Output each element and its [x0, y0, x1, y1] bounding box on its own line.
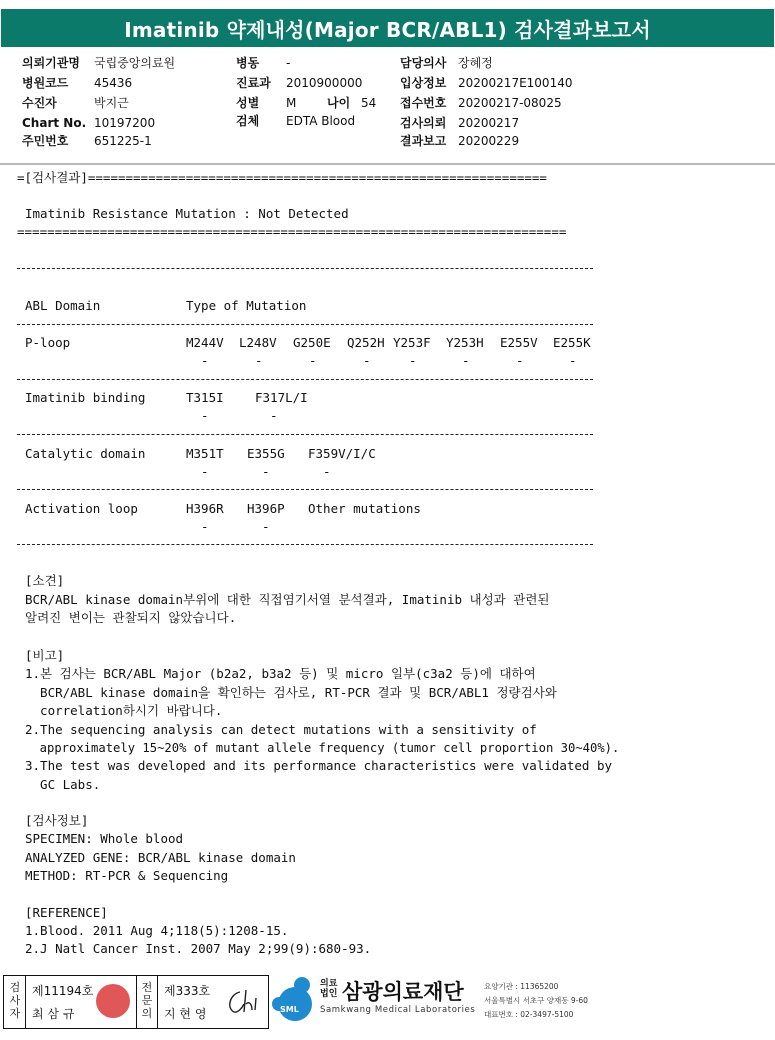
org-name: 삼광의료재단 — [342, 980, 464, 1004]
remarks-line: 3.The test was developed and its performance characteristics were validated by — [25, 758, 612, 773]
examiner-name: 최 삼 규 — [32, 1007, 75, 1021]
mutation-result: - — [255, 353, 263, 368]
info-chart-no: Chart No. 10197200 — [22, 116, 156, 130]
reference-line: 2.J Natl Cancer Inst. 2007 May 2;99(9):680-93. — [25, 941, 372, 956]
mutation-result: - — [262, 464, 270, 479]
mutation-result: - — [270, 408, 278, 423]
test-info-line: METHOD: RT-PCR & Sequencing — [25, 868, 229, 883]
result-summary: Imatinib Resistance Mutation : Not Detected — [25, 206, 349, 221]
table-header-domain: ABL Domain — [25, 298, 101, 313]
reference-heading: [REFERENCE] — [25, 905, 108, 920]
remarks-line: approximately 15~20% of mutant allele frequency (tumor cell proportion 30~40%). — [25, 741, 620, 755]
specialist-license: 제333호 — [164, 984, 211, 998]
mutation-name: Y253F — [393, 335, 431, 350]
remarks-line: BCR/ABL kinase domain을 확인하는 검사로, RT-PCR 결과 및 BCR/ABL1 정량검사와 — [25, 685, 557, 700]
info-resident-no: 주민번호 651225-1 — [22, 134, 152, 148]
seal-stamp-icon — [96, 984, 130, 1018]
table-divider — [17, 324, 593, 325]
domain-catalytic: Catalytic domain — [25, 446, 146, 461]
test-info-line: ANALYZED GENE: BCR/ABL kinase domain — [25, 850, 296, 865]
mutation-name: H396R — [186, 501, 224, 516]
mutation-result: - — [569, 353, 577, 368]
mutation-name: M244V — [186, 335, 224, 350]
mutation-name: L248V — [239, 335, 277, 350]
test-info-heading: [검사정보] — [25, 813, 89, 828]
domain-activation-loop: Activation loop — [25, 501, 138, 516]
remarks-line: 1.본 검사는 BCR/ABL Major (b2a2, b3a2 등) 및 micro 일부(c3a2 등)에 대하여 — [25, 666, 536, 681]
org-type: 의료 법인 — [320, 979, 338, 999]
signature-box — [3, 975, 269, 1029]
mutation-name: M351T — [186, 446, 224, 461]
mutation-name: F317L/I — [255, 390, 308, 405]
info-receipt-no: 접수번호 20200217-08025 — [400, 96, 562, 110]
mutation-name: G250E — [293, 335, 331, 350]
mutation-name: E255K — [553, 335, 591, 350]
info-patient: 수진자 박지근 — [22, 96, 129, 110]
info-ward: 병동 - — [236, 56, 291, 70]
mutation-result: - — [309, 353, 317, 368]
remarks-line: 2.The sequencing analysis can detect mutations with a sensitivity of — [25, 722, 537, 737]
mutation-result: - — [262, 519, 270, 534]
report-title: Imatinib 약제내성(Major BCR/ABL1) 검사결과보고서 — [1, 9, 774, 47]
mutation-name: H396P — [247, 501, 285, 516]
mutation-name: Y253H — [446, 335, 484, 350]
table-divider — [17, 544, 593, 545]
mutation-result: - — [516, 353, 524, 368]
info-report-date: 결과보고 20200229 — [400, 134, 520, 148]
info-age: 나이 54 — [327, 96, 377, 110]
specialist-label: 전 문 의 — [141, 981, 153, 1020]
info-hospital: 의뢰기관명 국립중앙의료원 — [22, 56, 176, 70]
sml-logo-icon: SML — [272, 977, 318, 1027]
result-section-line: =[검사결과]============================================================= — [17, 170, 547, 185]
table-header-type: Type of Mutation — [186, 298, 307, 313]
mutation-result: - — [462, 353, 470, 368]
mutation-result: - — [363, 353, 371, 368]
mutation-result: - — [323, 464, 331, 479]
info-hospital-code: 병원코드 45436 — [22, 76, 133, 90]
opinion-line: BCR/ABL kinase domain부위에 대한 직접염기서열 분석결과, Imatinib 내성과 관련된 — [25, 592, 550, 607]
mutation-name: Other mutations — [308, 501, 421, 516]
examiner-license: 제11194호 — [32, 984, 94, 998]
report-footer — [0, 960, 775, 1040]
org-name-en: Samkwang Medical Laboratories — [320, 1005, 476, 1015]
info-request-date: 검사의뢰 20200217 — [400, 116, 520, 130]
info-clinical-info: 입상정보 20200217E100140 — [400, 76, 573, 90]
mutation-name: T315I — [186, 390, 224, 405]
opinion-line: 알려진 변이는 관찰되지 않았습니다. — [25, 610, 237, 625]
patient-info — [0, 52, 775, 152]
mutation-name: Q252H — [347, 335, 385, 350]
info-department: 진료과 2010900000 — [236, 76, 363, 90]
remarks-line: GC Labs. — [25, 777, 101, 792]
mutation-result: - — [201, 464, 209, 479]
table-divider — [17, 434, 593, 435]
specialist-name: 지 현 영 — [164, 1007, 207, 1021]
mutation-name: E355G — [247, 446, 285, 461]
examiner-label: 검 사 자 — [9, 981, 21, 1020]
mutation-result: - — [201, 408, 209, 423]
signature-icon — [222, 986, 262, 1018]
info-sex: 성별 M — [236, 96, 297, 110]
domain-imatinib-binding: Imatinib binding — [25, 390, 146, 405]
mutation-result: - — [201, 353, 209, 368]
remarks-heading: [비고] — [25, 648, 65, 663]
table-divider — [17, 268, 593, 269]
domain-p-loop: P-loop — [25, 335, 71, 350]
test-info-line: SPECIMEN: Whole blood — [25, 831, 184, 846]
result-double-line: ========================================================================= — [17, 224, 567, 239]
table-divider — [17, 489, 593, 490]
remarks-line: correlation하시기 바랍니다. — [25, 703, 223, 718]
info-doctor: 담당의사 장혜정 — [400, 56, 493, 70]
opinion-heading: [소견] — [25, 573, 65, 588]
reference-line: 1.Blood. 2011 Aug 4;118(5):1208-15. — [25, 923, 289, 938]
org-contact: 요양기관 : 11365200 서울특별시 서초구 양재동 9-60 대표번호 : 02-3497-5100 — [484, 982, 588, 1019]
header-divider — [0, 163, 775, 165]
mutation-result: - — [409, 353, 417, 368]
mutation-name: F359V/I/C — [308, 446, 376, 461]
info-specimen: 검체 EDTA Blood — [236, 114, 356, 128]
mutation-result: - — [201, 519, 209, 534]
mutation-name: E255V — [500, 335, 538, 350]
table-divider — [17, 379, 593, 380]
